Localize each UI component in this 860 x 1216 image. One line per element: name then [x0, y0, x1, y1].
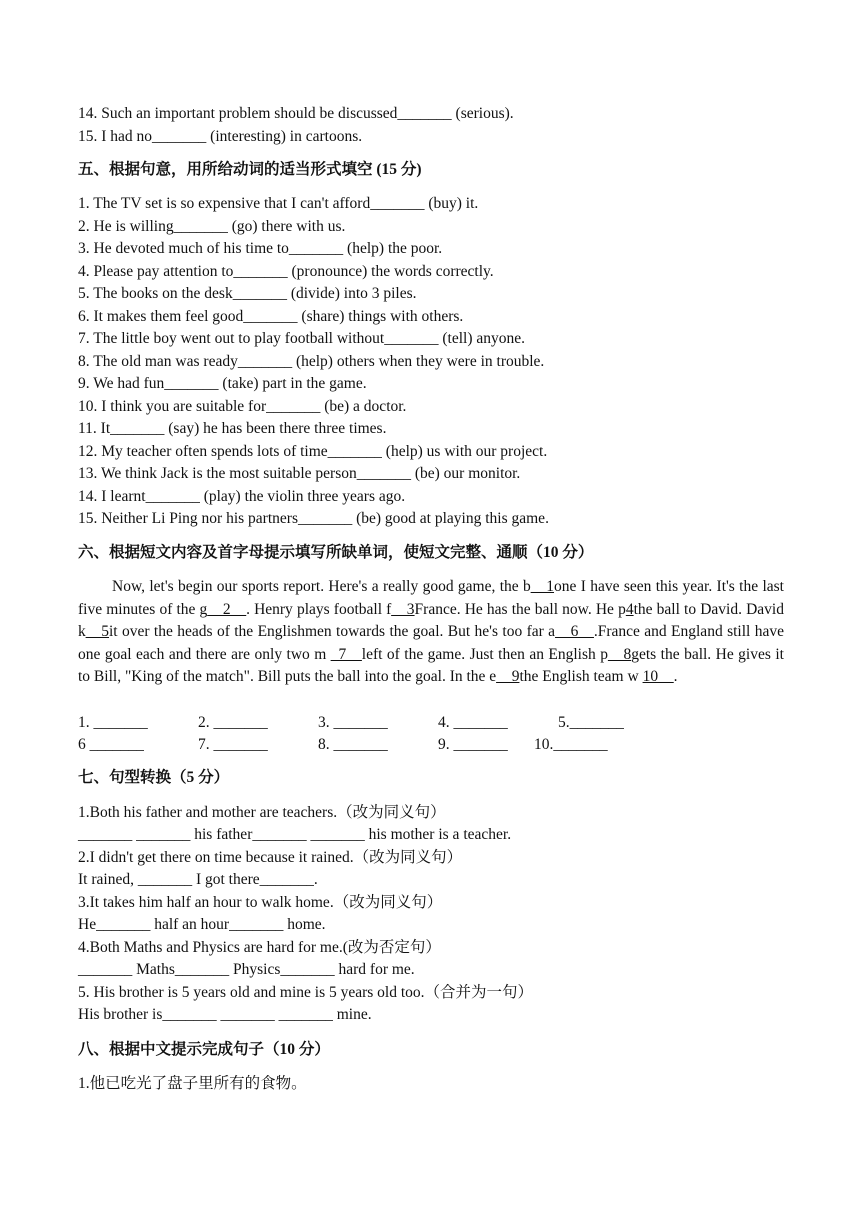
question-line: 13. We think Jack is the most suitable person_______ (be) our monitor. [78, 465, 521, 482]
section-title: 六、根据短文内容及首字母提示填写所缺单词，使短文完整、通顺（10 分） [78, 544, 594, 561]
question-line: 6. It makes them feel good_______ (share) things with others. [78, 308, 464, 325]
question-line: 1.他已吃光了盘子里所有的食物。 [78, 1075, 307, 1092]
question-line: His brother is_______ _______ _______ mine. [78, 1006, 372, 1023]
question-line: _______ _______ his father_______ _______ his mother is a teacher. [78, 826, 512, 843]
question-line: 1.Both his father and mother are teachers.（改为同义句） [78, 804, 446, 821]
blank-3: __3 [391, 600, 415, 618]
answer-blank[interactable]: 2. _______ [198, 714, 268, 731]
question-line: 4. Please pay attention to_______ (pronounce) the words correctly. [78, 263, 494, 280]
question-line: 7. The little boy went out to play football without_______ (tell) anyone. [78, 330, 525, 347]
blank-10: 10__ [642, 668, 674, 686]
answer-row [78, 713, 678, 733]
question-line: 5. His brother is 5 years old and mine is 5 years old too.（合并为一句） [78, 984, 534, 1001]
cloze-passage: Now, let's begin our sports report. Here's a really good game, the b__1one I have seen this year. It's the last five minutes of the g__2__. Henry plays football f__3France. He has the ball now. He p4the ball to David. David k__5it over the heads of the Englishmen towards the goal. But he's too far a__6__.France and England still have one goal each and there are only two m _7__left of the game. Just then an English p__8gets the ball. He gives it to Bill, "King of the match". Bill puts the ball into the goal. In the e__9the English team w 10__. [78, 578, 784, 686]
question-line: 9. We had fun_______ (take) part in the game. [78, 375, 367, 392]
answer-blank[interactable]: 9. _______ [438, 736, 508, 753]
question-line: 15. I had no_______ (interesting) in cartoons. [78, 128, 363, 145]
section-title: 七、句型转换（5 分） [78, 769, 230, 786]
question-line: 10. I think you are suitable for_______ (be) a doctor. [78, 398, 407, 415]
question-line: _______ Maths_______ Physics_______ hard for me. [78, 961, 415, 978]
question-line: 1. The TV set is so expensive that I can't afford_______ (buy) it. [78, 195, 479, 212]
question-line: 3. He devoted much of his time to_______ (help) the poor. [78, 240, 443, 257]
answer-blank[interactable]: 4. _______ [438, 714, 508, 731]
answer-blank[interactable]: 7. _______ [198, 736, 268, 753]
section-title: 五、根据句意，用所给动词的适当形式填空 (15 分) [78, 161, 422, 178]
answer-row [78, 735, 654, 755]
answer-blank[interactable]: 10._______ [534, 736, 608, 753]
blank-4: 4 [625, 600, 634, 618]
question-line: 8. The old man was ready_______ (help) others when they were in trouble. [78, 353, 545, 370]
answer-blank[interactable]: 1. _______ [78, 714, 148, 731]
blank-1: __1 [530, 578, 555, 595]
question-line: It rained, _______ I got there_______. [78, 871, 318, 888]
blank-9: __9 [496, 668, 520, 686]
blank-2: __2__ [207, 600, 247, 618]
blank-5: __5 [85, 623, 109, 641]
question-line: 14. Such an important problem should be discussed_______ (serious). [78, 105, 514, 122]
blank-6: __6__ [555, 623, 594, 641]
question-line: 11. It_______ (say) he has been there three times. [78, 420, 387, 437]
question-line: 2. He is willing_______ (go) there with us. [78, 218, 346, 235]
question-line: 15. Neither Li Ping nor his partners_______ (be) good at playing this game. [78, 510, 549, 527]
answer-blank[interactable]: 5._______ [558, 714, 624, 731]
answer-blank[interactable]: 8. _______ [318, 736, 388, 753]
question-line: He_______ half an hour_______ home. [78, 916, 326, 933]
answer-blank[interactable]: 3. _______ [318, 714, 388, 731]
question-line: 4.Both Maths and Physics are hard for me.(改为否定句） [78, 939, 441, 956]
question-line: 5. The books on the desk_______ (divide) into 3 piles. [78, 285, 417, 302]
blank-8: __8 [607, 645, 632, 663]
question-line: 12. My teacher often spends lots of time_______ (help) us with our project. [78, 443, 548, 460]
section-title: 八、根据中文提示完成句子（10 分） [78, 1041, 330, 1058]
answer-blank[interactable]: 6 _______ [78, 736, 144, 753]
question-line: 2.I didn't get there on time because it rained.（改为同义句） [78, 849, 463, 866]
question-line: 14. I learnt_______ (play) the violin three years ago. [78, 488, 406, 505]
blank-7: _7__ [330, 645, 362, 663]
question-line: 3.It takes him half an hour to walk home.（改为同义句） [78, 894, 443, 911]
